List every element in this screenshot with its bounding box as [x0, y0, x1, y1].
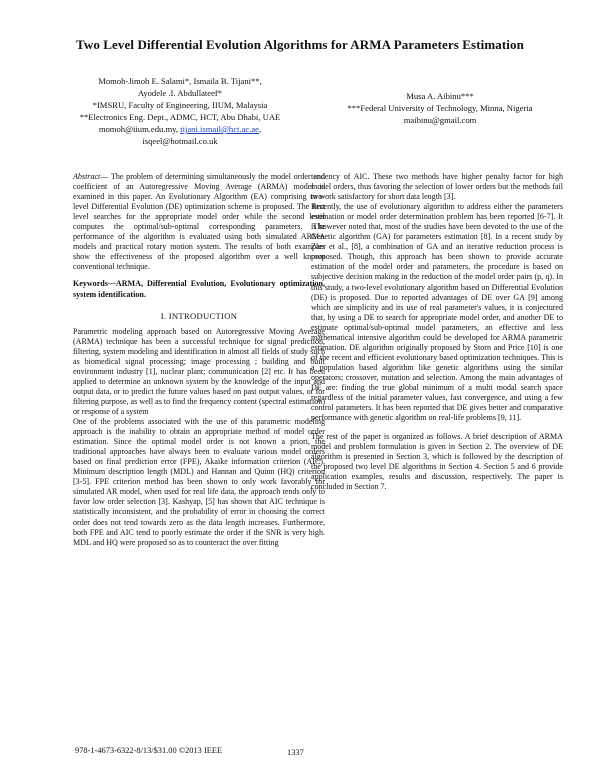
paper-title: Two Level Differential Evolution Algorithms for ARMA Parameters Estimation [76, 37, 524, 52]
intro-paragraph-2: One of the problems associated with the use of this parametric modeling approach is the inability to obtain an appropriate method of model order estimation. Since the optimal model order is not known a priori, the traditional approaches have always been to evaluate various model orders based on final prediction error (FPE), Akaike information criterion (AIC), Minimum description length (MDL) and Hannan and Quinn (HQ) criterion [3-5]. FPE criterion method has been shown to only work favorably for simulated AR model, when used for real life data, the approach tends only to favor low order selection [3]. Kashyap, [5] has shown that AIC technique is statistically inconsistent, and the probability of error in choosing the correct order does not tend towards zero as the data length increases. Furthermore, both FPE and AIC tend to poorly estimate the order if the SNR is very high. MDL and HQ were proposed so as to counteract the over fitting [73, 417, 325, 547]
intro-paragraph-1: Parametric modeling approach based on Autoregressive Moving Average (ARMA) technique has been a successful technique for signal prediction, filtering, system modeling and identification in almost all fields of study such as biomedical signal processing; image processing ; building and built environment industry [1], nuclear plant; communication [2] etc. It has been applied to determine an unknown system by the knowledge of the input and output data, or to predict the future values based on past output values, or for filtering purpose, as well as to find the frequency content (spectral estimation) or response of a system [73, 326, 325, 416]
institution-line1: *IMSRU, Faculty of Engineering, IIUM, Malaysia [92, 100, 268, 110]
email-tijani-link[interactable]: tijani.ismail@hct.ac.ae [180, 124, 259, 134]
intro-paragraph-4: Recently, the use of evolutionary algorithm to address either the parameters estimation or model order determination problem has been reported [6-7]. It is however noted that, most of the studies have been devoted to the use of the Genetic algorithm (GA) for parameters estimation [8]. In a recent study by Zaer et al., [8], a combination of GA and an iterative reduction process is proposed. Though, this approach has been shown to provide accurate estimation of the model order and parameters, the procedure is based on subjective decision making in the reduction of the model order pairs (p, q). In this study, a two-level evolutionary algorithm based on Differential Evolution (DE) is proposed. Due to reported advantages of DE over GA [9] among which are simplicity and its use of real parameter's values, it is conjectured that, by using a DE to search for appropriate model order, and another DE to estimate optimal/sub-optimal model parameters, an effective and less mathematical intensive algorithm could be developed for ARMA parametric estimation. DE algorithm originally proposed by Storn and Price [10] is one of the recent and efficient evolutionary based optimization techniques. This is a population based algorithm like genetic algorithms using the similar operators; crossover, mutation and selection. Among the main advantages of DE are: finding the true global minimum of a multi modal search space regardless of the initial parameter values, fast convergence, and using a few control parameters. It has been reported that DE gives better and comparative performance with genetic algorithm on real-life problems [9, 11]. [311, 202, 563, 423]
email-aibinu: maibinu@gmail.com [403, 115, 477, 125]
section-heading-introduction: I. INTRODUCTION [160, 310, 238, 321]
abstract-text: — The problem of determining simultaneously the model order and coefficient of an Autoregressive Moving Average (ARMA) model is examined in this paper. An Evolutionary Algorithm (EA) comprising two-level Differential Evolution (DE) optimization scheme is proposed. The first level searches for the appropriate model order while the second level computes the optimal/sub-optimal corresponding parameters. The performance of the algorithm is evaluated using both simulated ARMA models and practical rotary motion system. The results of both examples show the effectiveness of the proposed algorithm over a well known conventional technique. [73, 172, 325, 272]
intro-paragraph-5: The rest of the paper is organized as follows. A brief description of ARMA model and problem formulation is given in Section 2. The overview of DE algorithm is presented in Section 3, which is followed by the description of the proposed two level DE algorithms in Section 4. Section 5 and 6 provide application examples, results and discussion, respectively. The paper is concluded in Section 7. [311, 432, 563, 492]
email-line: momoh@iium.edu.my, tijani.ismail@hct.ac.ae, [98, 124, 262, 134]
author-names-line2: Ayodele .I. Abdullateef* [137, 88, 223, 98]
keywords: Keywords—ARMA, Differential Evolution, Evolutionary optimization, system identification. [73, 279, 325, 299]
email-isqeel: isqeel@hotmail.co.uk [142, 136, 218, 146]
affiliation-block-left [60, 75, 300, 147]
footer-copyright: 978-1-4673-6322-8/13/$31.00 ©2013 IEEE [75, 746, 223, 755]
column-left [73, 172, 325, 548]
abstract [73, 172, 325, 272]
abstract-label: Abstract [73, 172, 101, 181]
paragraph-gap [311, 423, 563, 432]
institution-line2: **Electronics Eng. Dept., ADMC, HCT, Abu Dhabi, UAE [79, 112, 281, 122]
affiliation-block-right [325, 90, 555, 126]
column-right [311, 172, 563, 492]
email-momoh: momoh@iium.edu.my, [98, 124, 179, 134]
page-number: 1337 [287, 748, 304, 757]
author-names-line1: Momoh-Jimoh E. Salami*, Ismaila B. Tijani**, [98, 76, 262, 86]
institution-futminna: ***Federal University of Technology, Minna, Nigeria [347, 103, 533, 113]
author-name-aibinu: Musa A. Aibinu*** [406, 91, 474, 101]
intro-paragraph-3: tendency of AIC. These two methods have higher penalty factor for high model orders, thus favoring the selection of lower orders but the methods fail to work satisfactory for short data length [3]. [311, 172, 563, 202]
